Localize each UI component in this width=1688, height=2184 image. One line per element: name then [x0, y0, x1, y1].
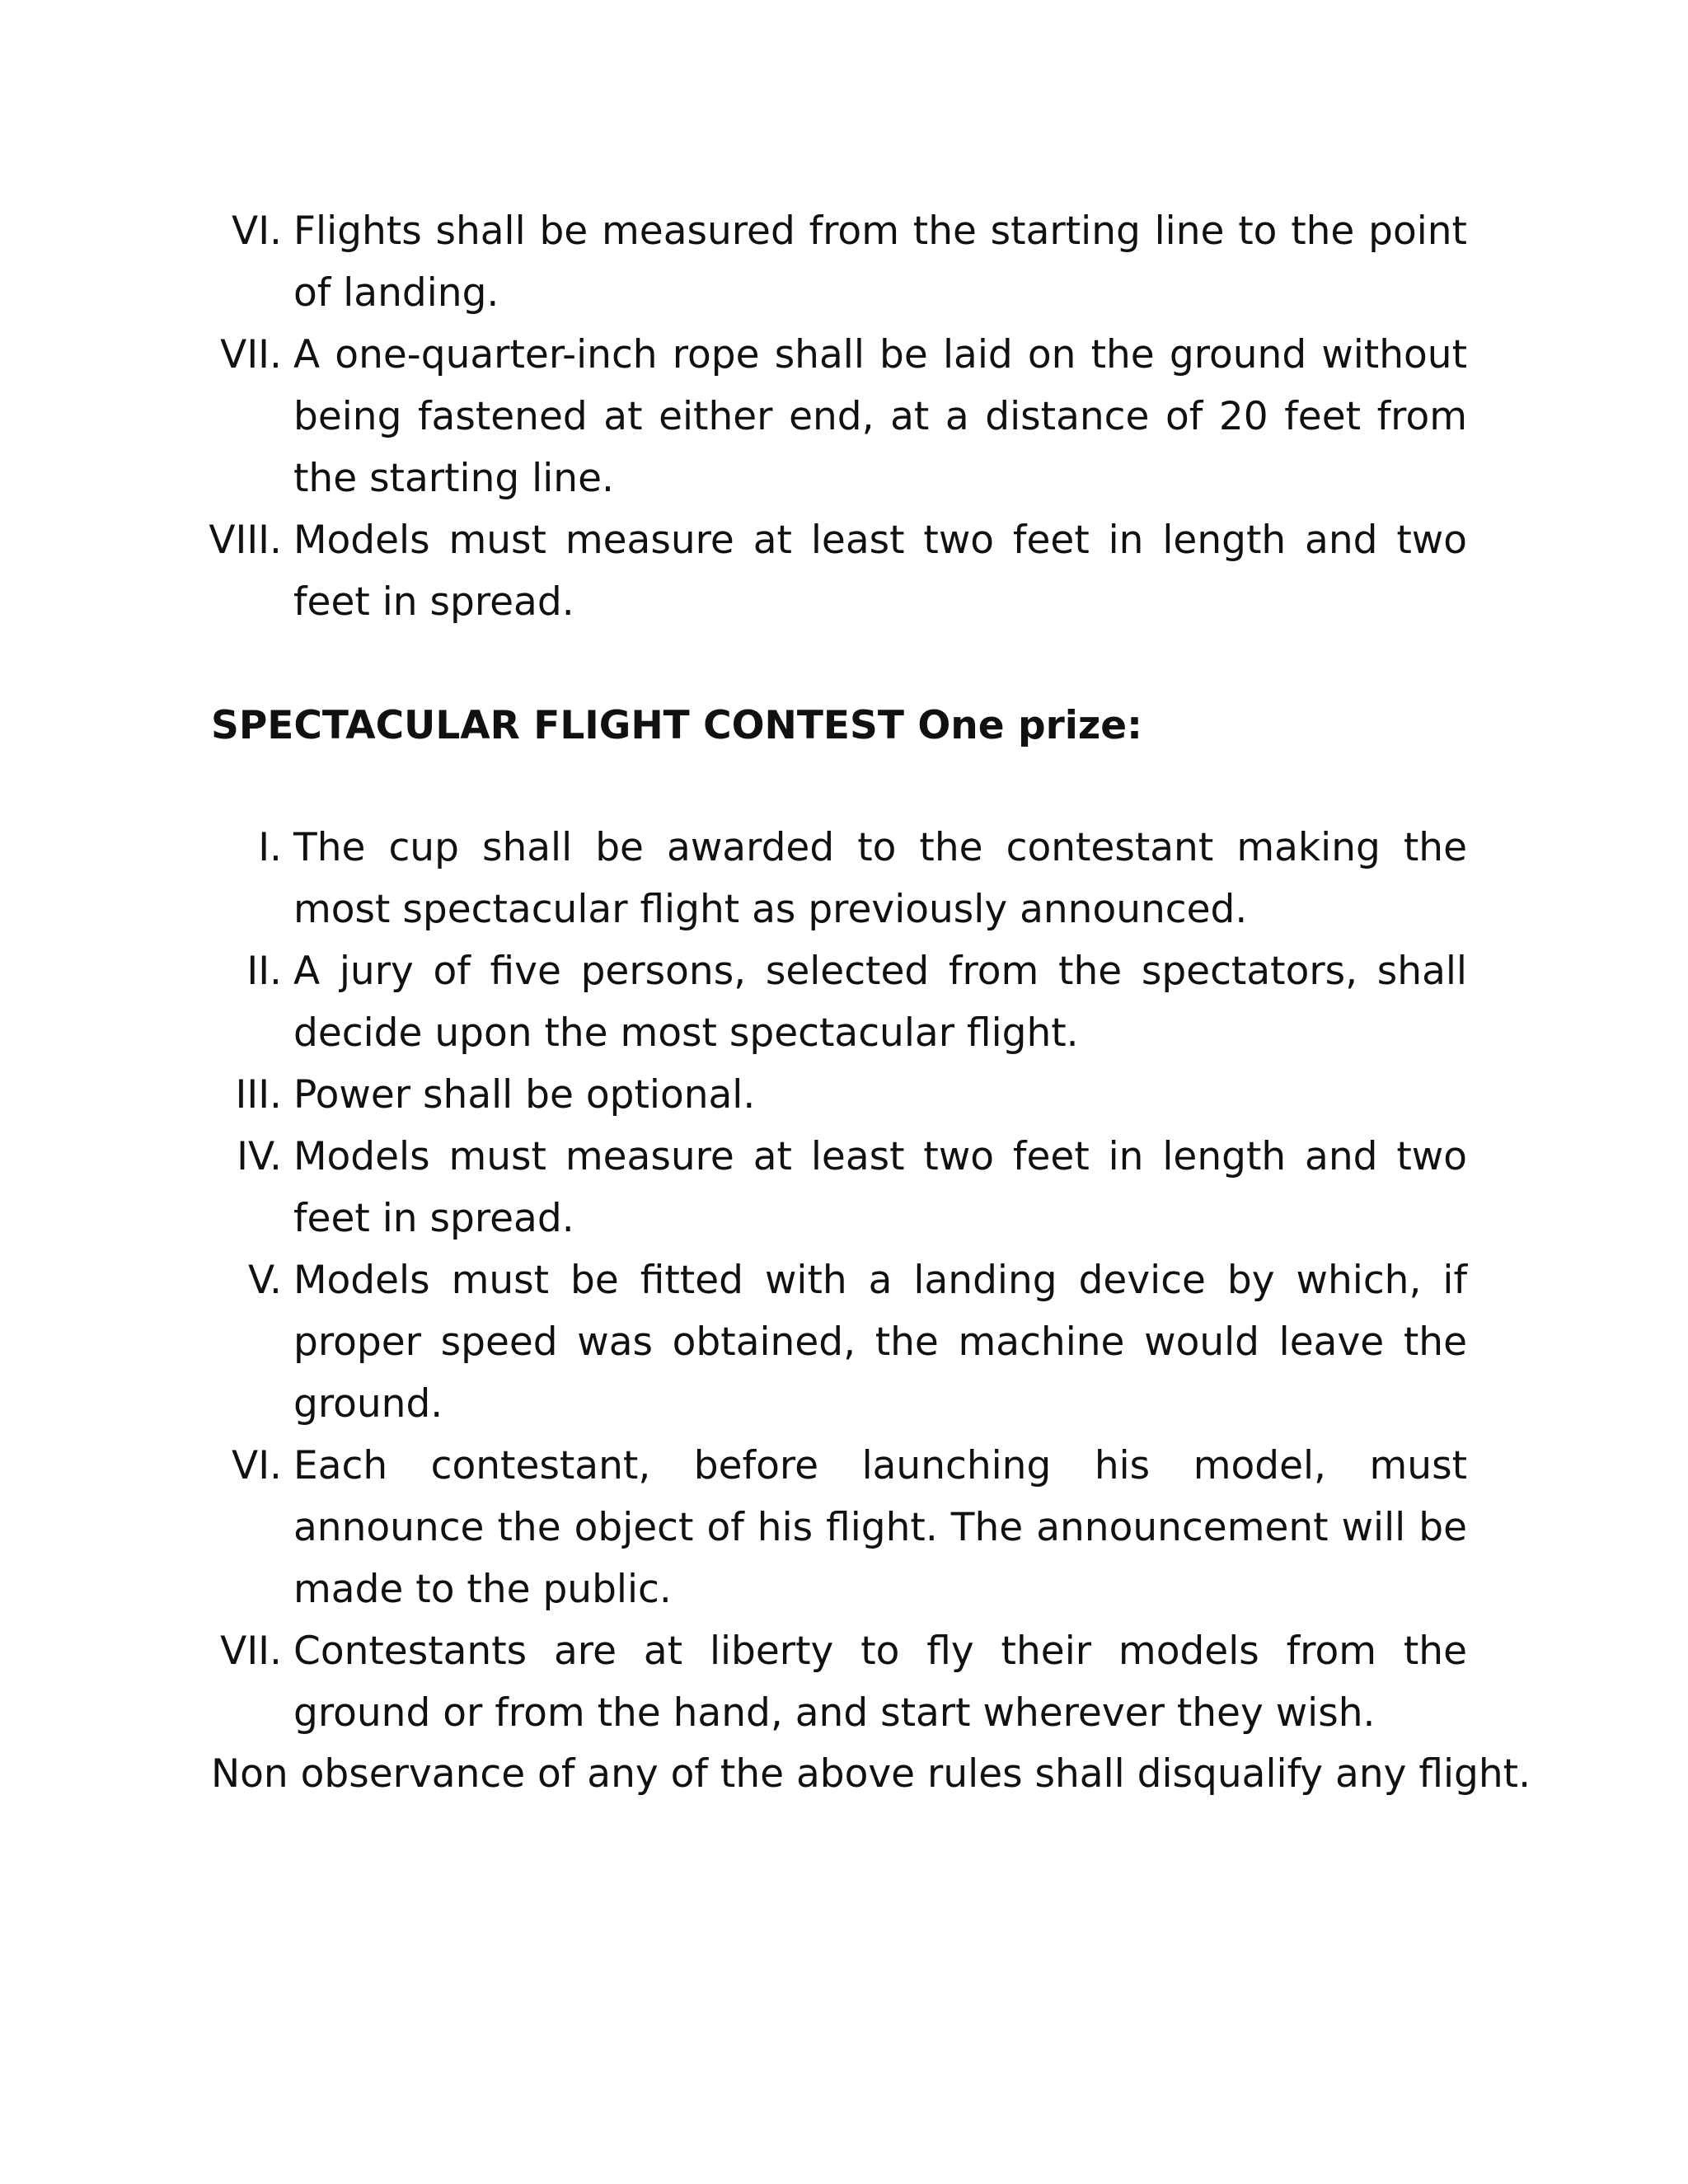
- list-item: [0, 1435, 1688, 1620]
- list-numeral: VII.: [220, 1629, 282, 1674]
- list-numeral: VI.: [232, 1443, 282, 1488]
- list-item: [0, 1620, 1688, 1744]
- list-item: [0, 817, 1688, 940]
- list-item-text: Models must measure at least two feet in length and two feet in spread.: [293, 518, 1467, 625]
- rules-list-continued: [0, 200, 1688, 633]
- list-item: [0, 324, 1688, 509]
- list-numeral: I.: [258, 825, 282, 870]
- list-numeral: V.: [247, 1258, 282, 1303]
- list-item-text: Power shall be optional.: [293, 1072, 756, 1118]
- list-item-text: Each contestant, before launching his model, must announce the object of his flight. The announcement will be made to the public.: [293, 1443, 1467, 1612]
- list-numeral: VII.: [220, 332, 282, 377]
- list-item-text: Models must measure at least two feet in length and two feet in spread.: [293, 1134, 1467, 1241]
- list-item: [0, 509, 1688, 633]
- list-numeral: III.: [235, 1072, 282, 1118]
- list-item-text: Models must be fitted with a landing device by which, if proper speed was obtained, the machine would leave the ground.: [293, 1258, 1467, 1427]
- list-item-text: Contestants are at liberty to fly their models from the ground or from the hand, and start wherever they wish.: [293, 1629, 1467, 1736]
- spectacular-flight-rules-list: [0, 817, 1688, 1744]
- list-item-text: A jury of five persons, selected from the spectators, shall decide upon the most spectacular flight.: [293, 949, 1467, 1056]
- list-item: [0, 940, 1688, 1064]
- section-heading: SPECTACULAR FLIGHT CONTEST One prize:: [211, 703, 1142, 748]
- list-numeral: IV.: [237, 1134, 282, 1179]
- list-item: [0, 1249, 1688, 1435]
- list-item-text: A one-quarter-inch rope shall be laid on the ground without being fastened at either end, at a distance of 20 feet from the starting line.: [293, 332, 1467, 501]
- closing-note: Non observance of any of the above rules shall disqualify any flight.: [211, 1751, 1531, 1797]
- list-item: [0, 1064, 1688, 1126]
- list-numeral: VIII.: [209, 518, 282, 563]
- list-item: [0, 200, 1688, 324]
- list-item: [0, 1126, 1688, 1249]
- list-item-text: Flights shall be measured from the starting line to the point of landing.: [293, 209, 1467, 316]
- list-item-text: The cup shall be awarded to the contestant making the most spectacular flight as previously announced.: [293, 825, 1467, 932]
- list-numeral: II.: [246, 949, 282, 994]
- list-numeral: VI.: [232, 209, 282, 254]
